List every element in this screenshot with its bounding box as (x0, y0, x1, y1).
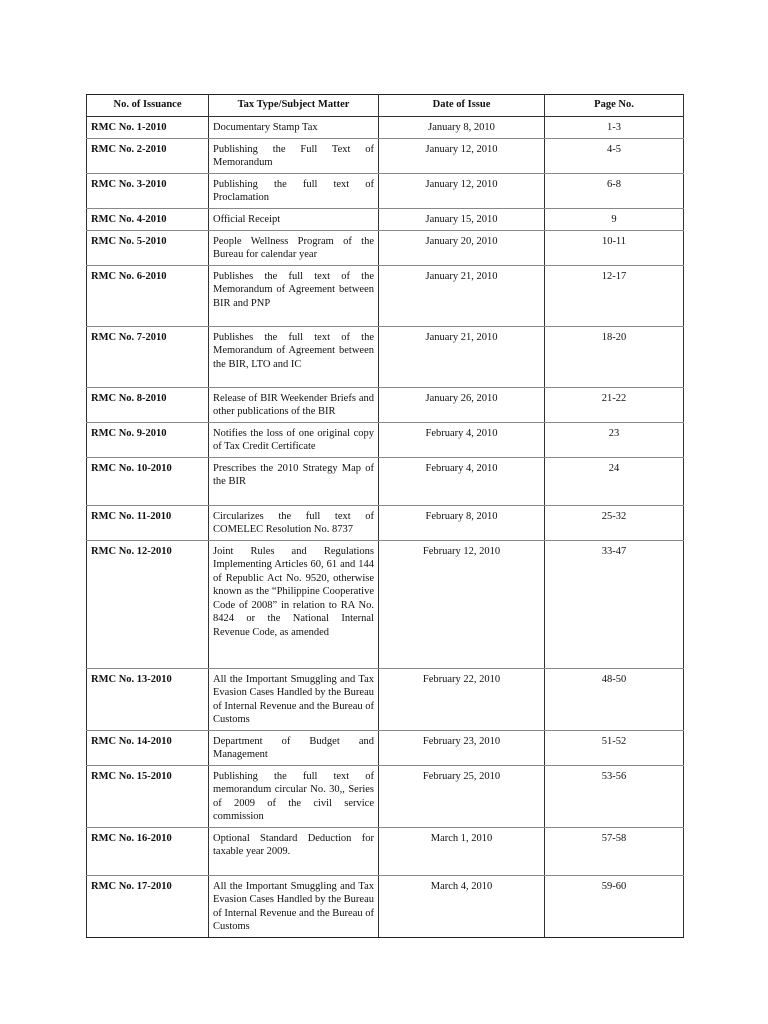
rmc-issuance-table (86, 94, 684, 938)
issuance-cell: RMC No. 9-2010 (87, 422, 209, 457)
date-cell: February 8, 2010 (379, 505, 545, 540)
header-page: Page No. (545, 95, 684, 117)
issuance-cell: RMC No. 10-2010 (87, 457, 209, 505)
page-cell: 1-3 (545, 116, 684, 138)
table-row (87, 230, 684, 265)
table-row (87, 138, 684, 173)
page-cell: 57-58 (545, 827, 684, 875)
date-cell: February 4, 2010 (379, 457, 545, 505)
subject-cell: Documentary Stamp Tax (209, 116, 379, 138)
subject-cell: Joint Rules and Regulations Implementing Articles 60, 61 and 144 of Republic Act No. 9520, otherwise known as the “Philippine Cooperative Code of 2008” in relation to RA No. 8424 or the National Internal Revenue Code, as amended (209, 540, 379, 668)
subject-cell: People Wellness Program of the Bureau for calendar year (209, 230, 379, 265)
table-row (87, 540, 684, 668)
issuance-cell: RMC No. 5-2010 (87, 230, 209, 265)
page-cell: 9 (545, 208, 684, 230)
header-date: Date of Issue (379, 95, 545, 117)
date-cell: January 15, 2010 (379, 208, 545, 230)
table-row (87, 765, 684, 827)
subject-cell: Circularizes the full text of COMELEC Resolution No. 8737 (209, 505, 379, 540)
page-cell: 24 (545, 457, 684, 505)
date-cell: February 25, 2010 (379, 765, 545, 827)
page-cell: 25-32 (545, 505, 684, 540)
page-cell: 33-47 (545, 540, 684, 668)
date-cell: January 21, 2010 (379, 265, 545, 326)
page-cell: 48-50 (545, 668, 684, 730)
page-cell: 6-8 (545, 173, 684, 208)
issuance-cell: RMC No. 4-2010 (87, 208, 209, 230)
table-row (87, 173, 684, 208)
issuance-cell: RMC No. 17-2010 (87, 875, 209, 937)
date-cell: February 4, 2010 (379, 422, 545, 457)
page-cell: 18-20 (545, 326, 684, 387)
date-cell: February 12, 2010 (379, 540, 545, 668)
table-row (87, 730, 684, 765)
subject-cell: Publishes the full text of the Memorandum of Agreement between the BIR, LTO and IC (209, 326, 379, 387)
page-cell: 4-5 (545, 138, 684, 173)
table-row (87, 326, 684, 387)
subject-cell: All the Important Smuggling and Tax Evasion Cases Handled by the Bureau of Internal Revenue and the Bureau of Customs (209, 668, 379, 730)
subject-cell: Publishing the Full Text of Memorandum (209, 138, 379, 173)
issuance-cell: RMC No. 8-2010 (87, 387, 209, 422)
subject-cell: Release of BIR Weekender Briefs and other publications of the BIR (209, 387, 379, 422)
issuance-cell: RMC No. 14-2010 (87, 730, 209, 765)
table-row (87, 387, 684, 422)
page-cell: 23 (545, 422, 684, 457)
subject-cell: Publishing the full text of memorandum circular No. 30,, Series of 2009 of the civil service commission (209, 765, 379, 827)
table-row (87, 457, 684, 505)
table-row (87, 827, 684, 875)
date-cell: January 8, 2010 (379, 116, 545, 138)
issuance-cell: RMC No. 13-2010 (87, 668, 209, 730)
subject-cell: Publishes the full text of the Memorandum of Agreement between BIR and PNP (209, 265, 379, 326)
table-row (87, 668, 684, 730)
header-issuance: No. of Issuance (87, 95, 209, 117)
header-subject: Tax Type/Subject Matter (209, 95, 379, 117)
date-cell: January 21, 2010 (379, 326, 545, 387)
table-row (87, 208, 684, 230)
date-cell: March 1, 2010 (379, 827, 545, 875)
page-cell: 10-11 (545, 230, 684, 265)
date-cell: February 22, 2010 (379, 668, 545, 730)
subject-cell: Notifies the loss of one original copy of Tax Credit Certificate (209, 422, 379, 457)
table-row (87, 265, 684, 326)
issuance-cell: RMC No. 11-2010 (87, 505, 209, 540)
issuance-cell: RMC No. 3-2010 (87, 173, 209, 208)
issuance-cell: RMC No. 12-2010 (87, 540, 209, 668)
page-cell: 59-60 (545, 875, 684, 937)
subject-cell: All the Important Smuggling and Tax Evasion Cases Handled by the Bureau of Internal Revenue and the Bureau of Customs (209, 875, 379, 937)
page-cell: 51-52 (545, 730, 684, 765)
table-header-row (87, 95, 684, 117)
date-cell: January 12, 2010 (379, 173, 545, 208)
table-body (87, 116, 684, 937)
subject-cell: Official Receipt (209, 208, 379, 230)
issuance-cell: RMC No. 1-2010 (87, 116, 209, 138)
date-cell: February 23, 2010 (379, 730, 545, 765)
page-cell: 53-56 (545, 765, 684, 827)
date-cell: January 12, 2010 (379, 138, 545, 173)
table-row (87, 422, 684, 457)
date-cell: January 20, 2010 (379, 230, 545, 265)
subject-cell: Publishing the full text of Proclamation (209, 173, 379, 208)
table-row (87, 875, 684, 937)
subject-cell: Prescribes the 2010 Strategy Map of the BIR (209, 457, 379, 505)
page-cell: 21-22 (545, 387, 684, 422)
table-row (87, 116, 684, 138)
date-cell: March 4, 2010 (379, 875, 545, 937)
issuance-cell: RMC No. 6-2010 (87, 265, 209, 326)
issuance-cell: RMC No. 16-2010 (87, 827, 209, 875)
subject-cell: Optional Standard Deduction for taxable year 2009. (209, 827, 379, 875)
issuance-cell: RMC No. 2-2010 (87, 138, 209, 173)
date-cell: January 26, 2010 (379, 387, 545, 422)
issuance-cell: RMC No. 15-2010 (87, 765, 209, 827)
subject-cell: Department of Budget and Management (209, 730, 379, 765)
issuance-cell: RMC No. 7-2010 (87, 326, 209, 387)
page-cell: 12-17 (545, 265, 684, 326)
table-row (87, 505, 684, 540)
